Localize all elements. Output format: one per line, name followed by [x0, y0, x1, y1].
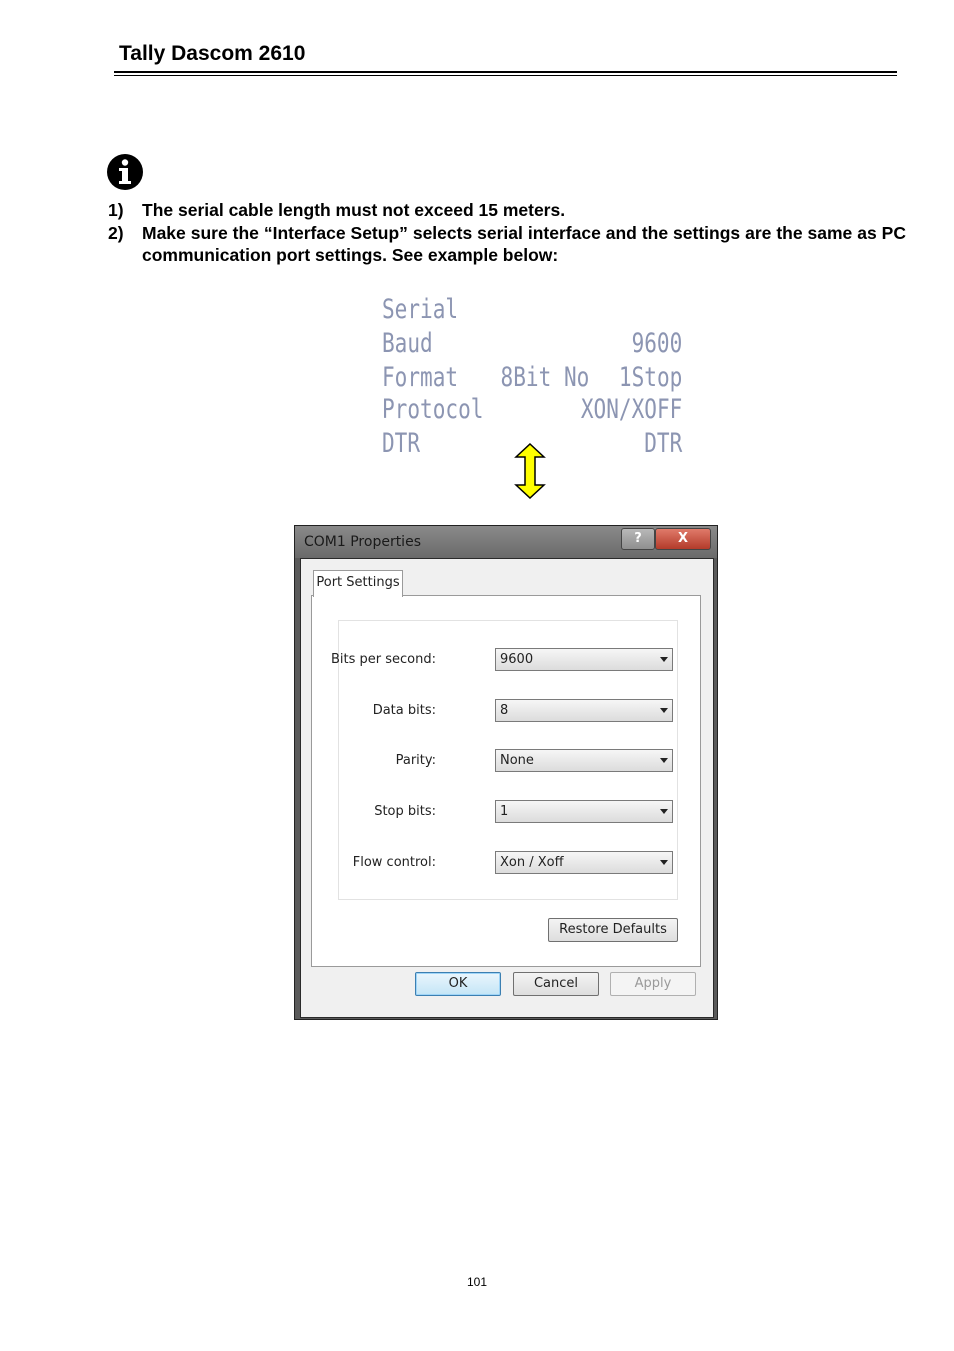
settings-group [330, 620, 678, 900]
lcd-label: Protocol [382, 394, 484, 425]
notes-list [108, 199, 906, 267]
lcd-mid: 8Bit No [500, 362, 590, 393]
help-button[interactable]: ? [621, 528, 655, 550]
note-number: 2) [108, 223, 124, 243]
page-number: 101 [466, 1275, 488, 1289]
select-value: 1 [500, 804, 509, 819]
lcd-value: 1Stop [618, 362, 683, 393]
note-item-2 [108, 222, 906, 266]
note-text: Make sure the “Interface Setup” selects serial interface and the settings are the same as PC communication port settings. See example below: [142, 223, 906, 265]
lcd-label: Format [382, 362, 459, 393]
stop-bits-label: Stop bits: [374, 804, 436, 819]
chevron-down-icon [660, 708, 668, 713]
select-value: 8 [500, 703, 509, 718]
dialog-body [300, 558, 714, 1018]
chevron-down-icon [660, 860, 668, 865]
note-item-1 [108, 199, 906, 221]
printer-lcd-display [382, 290, 683, 462]
double-arrow-icon [513, 443, 547, 499]
lcd-title: Serial [382, 294, 459, 325]
cancel-button[interactable]: Cancel [513, 972, 599, 996]
header-rule-thin [114, 75, 897, 76]
com1-properties-dialog [294, 525, 718, 1020]
data-bits-label: Data bits: [372, 703, 436, 718]
note-number: 1) [108, 200, 124, 220]
port-settings-panel [311, 595, 701, 967]
info-icon [107, 154, 143, 190]
lcd-value: XON/XOFF [580, 394, 683, 425]
ok-button[interactable]: OK [415, 972, 501, 996]
close-button[interactable]: X [655, 528, 711, 550]
parity-label: Parity: [395, 753, 436, 768]
data-bits-select[interactable] [495, 699, 673, 722]
chevron-down-icon [660, 657, 668, 662]
lcd-label: DTR [382, 428, 421, 459]
page-header-title: Tally Dascom 2610 [119, 42, 306, 65]
tab-port-settings[interactable]: Port Settings [313, 570, 403, 597]
bits-per-second-label: Bits per second: [330, 652, 436, 667]
restore-defaults-button[interactable]: Restore Defaults [548, 918, 678, 942]
lcd-value: 9600 [631, 328, 683, 359]
stop-bits-select[interactable] [495, 800, 673, 823]
parity-select[interactable] [495, 749, 673, 772]
select-value: 9600 [500, 652, 534, 667]
select-value: Xon / Xoff [500, 855, 564, 870]
chevron-down-icon [660, 809, 668, 814]
header-rule-thick [114, 71, 897, 73]
note-text: The serial cable length must not exceed 15 meters. [142, 200, 566, 220]
flow-control-select[interactable] [495, 851, 673, 874]
flow-control-label: Flow control: [352, 855, 436, 870]
dialog-titlebar[interactable] [295, 526, 717, 558]
chevron-down-icon [660, 758, 668, 763]
lcd-value: DTR [644, 428, 683, 459]
select-value: None [500, 753, 534, 768]
dialog-title: COM1 Properties [304, 534, 421, 550]
bits-per-second-select[interactable] [495, 648, 673, 671]
lcd-label: Baud [382, 328, 433, 359]
apply-button[interactable]: Apply [610, 972, 696, 996]
